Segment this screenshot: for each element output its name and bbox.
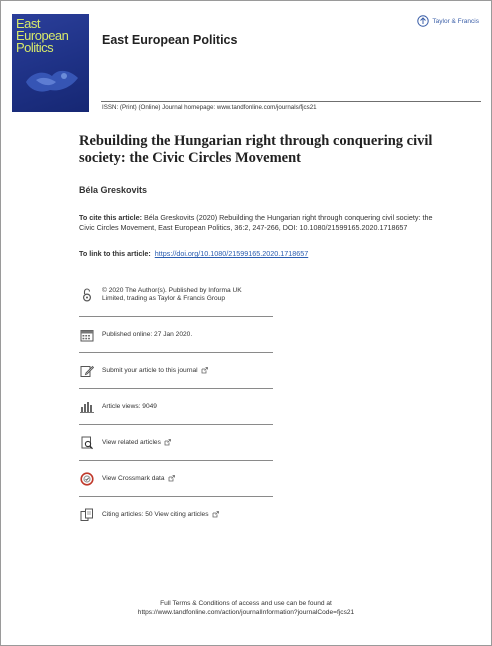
license-row — [79, 283, 273, 317]
journal-name[interactable]: East European Politics — [102, 33, 238, 47]
publisher-logo[interactable] — [417, 15, 479, 27]
article-info-list — [79, 283, 273, 532]
related-row[interactable] — [79, 425, 273, 461]
citing-articles-icon — [79, 507, 95, 523]
link-block — [79, 249, 439, 258]
article-views: Article views: 9049 — [102, 403, 157, 410]
issn-homepage-line[interactable]: ISSN: (Print) (Online) Journal homepage: www.tandfonline.com/journals/fjcs21 — [102, 104, 317, 111]
license-text: © 2020 The Author(s). Published by Informa UK Limited, trading as Taylor & Francis Group — [102, 287, 242, 302]
related-articles-link[interactable]: View related articles — [102, 439, 161, 446]
bar-chart-icon — [79, 399, 95, 415]
submit-row[interactable] — [79, 353, 273, 389]
crossmark-icon — [79, 471, 95, 487]
link-label: To link to this article: — [79, 249, 151, 258]
article-author: Béla Greskovits — [79, 185, 148, 195]
views-row — [79, 389, 273, 425]
taylor-francis-logo-icon — [417, 15, 429, 27]
terms-footer — [1, 599, 491, 617]
external-link-icon — [201, 367, 208, 374]
terms-url[interactable]: https://www.tandfonline.com/action/journalInformation?journalCode=fjcs21 — [137, 609, 355, 616]
external-link-icon — [212, 511, 219, 518]
doi-link[interactable]: https://doi.org/10.1080/21599165.2020.1718657 — [154, 249, 309, 258]
header-divider — [101, 101, 481, 102]
citing-articles-link[interactable]: Citing articles: 50 View citing articles — [102, 511, 209, 518]
crossmark-link[interactable]: View Crossmark data — [102, 475, 165, 482]
crossmark-row[interactable] — [79, 461, 273, 497]
external-link-icon — [168, 475, 175, 482]
open-access-icon — [79, 287, 95, 303]
external-link-icon — [164, 439, 171, 446]
terms-line: Full Terms & Conditions of access and use can be found at — [160, 600, 332, 607]
journal-cover-image[interactable] — [12, 14, 89, 112]
publisher-name: Taylor & Francis — [432, 17, 479, 25]
cover-map-graphic — [22, 62, 82, 98]
published-date: Published online: 27 Jan 2020. — [102, 331, 193, 338]
cover-title: East European Politics — [16, 16, 69, 55]
pencil-icon — [79, 363, 95, 379]
cite-label: To cite this article: — [79, 213, 142, 222]
submit-article-link[interactable]: Submit your article to this journal — [102, 367, 198, 374]
citing-row[interactable] — [79, 497, 273, 532]
article-title: Rebuilding the Hungarian right through conquering civil society: the Civic Circles Movement — [79, 133, 433, 166]
search-document-icon — [79, 435, 95, 451]
calendar-icon — [79, 327, 95, 343]
published-row — [79, 317, 273, 353]
citation-block — [79, 213, 439, 232]
cite-text: Béla Greskovits (2020) Rebuilding the Hungarian right through conquering civil society: the Civic Circles Movement, East European Politics, 36:2, 247-266, DOI: 10.1080/21599165.2020.1718657 — [79, 213, 433, 232]
